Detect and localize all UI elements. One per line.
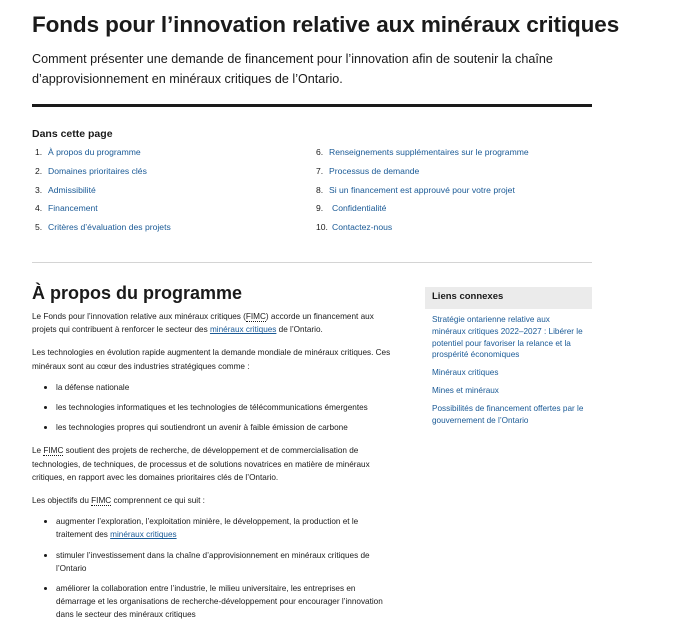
bullet-list [32,515,392,621]
list-item: la défense nationale [32,381,392,394]
related-link[interactable]: Mines et minéraux [432,385,499,395]
abbr-fimc: FIMC [91,496,112,506]
toc-item[interactable]: 1. À propos du programme [35,145,171,164]
toc-link[interactable]: Si un financement est approuvé pour votre projet [329,184,515,195]
bullet-list [32,381,392,435]
paragraph: Les objectifs du FIMC comprennent ce qui suit : [32,496,205,506]
toc-item[interactable]: 2. Domaines prioritaires clés [35,164,171,183]
related-links-sidebar [425,287,592,432]
paragraph: Le FIMC soutient des projets de recherche, de développement et de commercialisation de technologies, de techniques, de processus et de solutions novatrices en matière de minéraux critiques, en rapport avec les domaines prioritaires clés de l’Ontario. [32,446,370,482]
toc-link[interactable]: Renseignements supplémentaires sur le programme [329,147,529,157]
page-title: Fonds pour l’innovation relative aux minéraux critiques [32,12,620,37]
paragraph: Les technologies en évolution rapide augmentent la demande mondiale de minéraux critiques. Ces minéraux sont au cœur des industries stratégiques comme : [32,348,391,371]
list-item: augmenter l’exploration, l’exploitation minière, le développement, la production et le traitement des minéraux critiques [32,515,392,541]
toc-item[interactable]: 6. Renseignements supplémentaires sur le programme [316,145,529,164]
toc-item[interactable]: 4. Financement [35,201,171,220]
toc-link[interactable]: Admissibilité [48,184,96,195]
list-item: les technologies informatiques et les technologies de télécommunications émergentes [32,401,392,414]
toc-item[interactable]: 10. Contactez-nous [316,220,529,239]
link-mineraux-critiques[interactable]: minéraux critiques [209,325,277,335]
toc-list-right [316,145,529,239]
abbr-fimc: FIMC [43,446,64,456]
toc-heading: Dans cette page [32,128,113,140]
related-links-heading: Liens connexes [425,287,592,309]
list-item: les technologies propres qui soutiendront un avenir à faible émission de carbone [32,421,392,434]
toc-link[interactable]: Confidentialité [332,203,387,214]
toc-link[interactable]: Contactez-nous [332,222,393,233]
related-link[interactable]: Possibilités de financement offertes par le gouvernement de l’Ontario [432,403,584,425]
toc-link[interactable]: Financement [48,203,98,214]
link-mineraux-critiques[interactable]: minéraux critiques [110,530,177,540]
section-divider [32,262,592,263]
toc-link[interactable]: Domaines prioritaires clés [48,165,147,176]
toc-item[interactable]: 9. Confidentialité [316,201,529,220]
toc-item[interactable]: 5. Critères d’évaluation des projets [35,220,171,239]
section-title: À propos du programme [32,283,243,303]
toc-link[interactable]: Critères d’évaluation des projets [48,222,171,233]
list-item: stimuler l’investissement dans la chaîne d’approvisionnement en minéraux critiques de l’Ontario [32,549,392,575]
list-item: améliorer la collaboration entre l’industrie, le milieu universitaire, les entreprises en démarrage et les organisations de recherche-développement pour encourager l’innovation dans le secteur des minéraux critiques [32,582,392,622]
header-divider [32,104,592,107]
toc-item[interactable]: 7. Processus de demande [316,164,529,183]
page-lead: Comment présenter une demande de financement pour l’innovation afin de soutenir la chaîne d’approvisionnement en minéraux critiques de l’Ontario. [32,52,553,86]
related-links-list [425,309,592,426]
related-link[interactable]: Minéraux critiques [432,368,499,378]
paragraph: Le Fonds pour l’innovation relative aux minéraux critiques (FIMC) accorde un financement aux projets qui contribuent à renforcer le secteur des minéraux critiques de l’Ontario. [32,312,374,335]
main-content [32,310,392,632]
abbr-fimc: FIMC [245,312,266,321]
toc-item[interactable]: 3. Admissibilité [35,183,171,202]
toc-item[interactable]: 8. Si un financement est approuvé pour votre projet [316,183,529,202]
toc-link[interactable]: Processus de demande [329,165,420,176]
toc-list-left [35,145,171,239]
related-link[interactable]: Stratégie ontarienne relative aux minéraux critiques 2022–2027 : Libérer le potentiel pour favoriser la relance et la prospérité économiques [432,315,583,360]
toc-link[interactable]: À propos du programme [48,147,141,157]
